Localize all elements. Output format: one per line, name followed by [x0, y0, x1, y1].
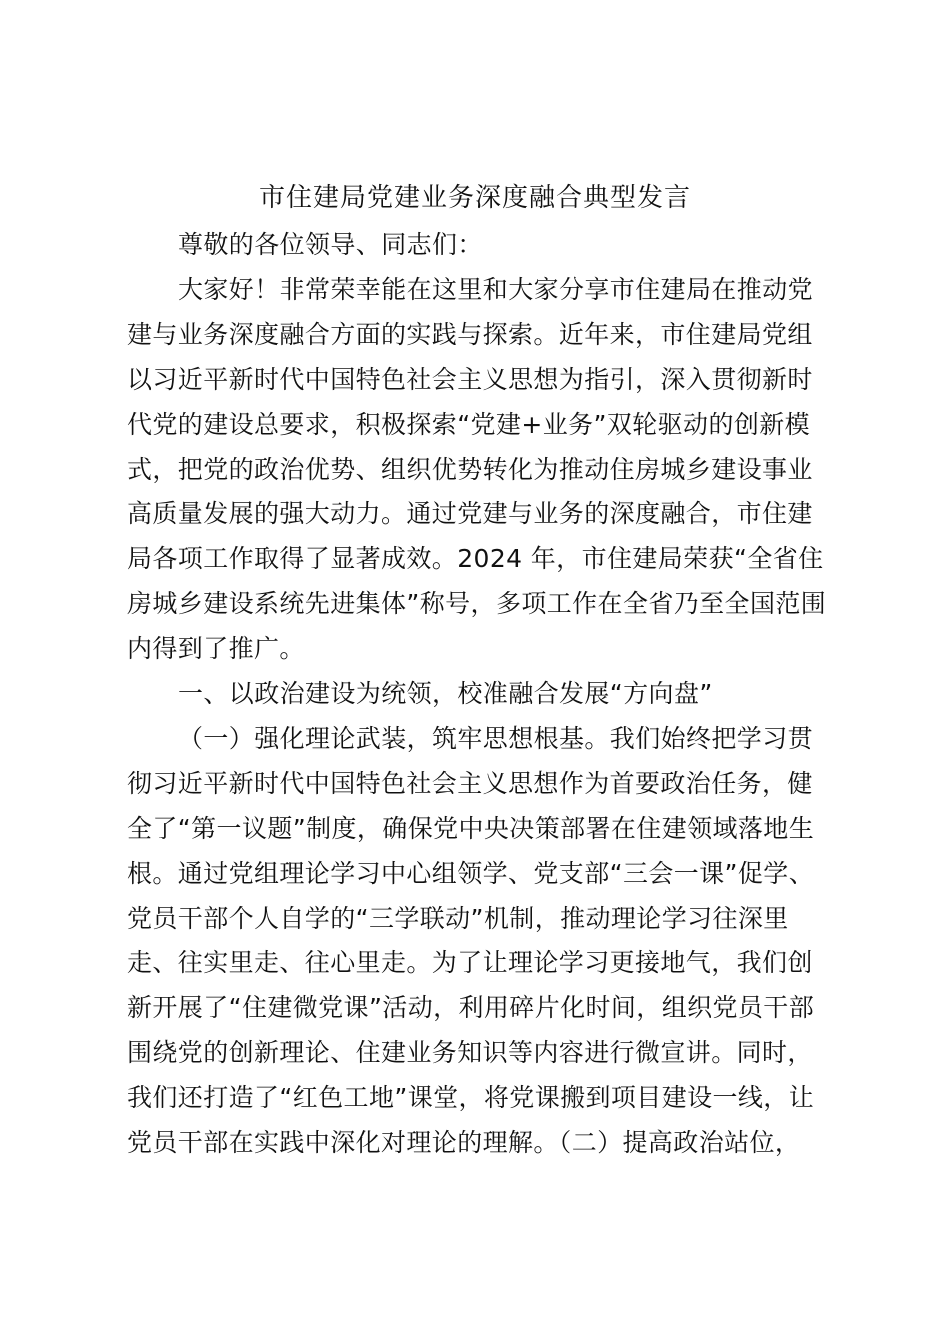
body-line: 新开展了“住建微党课”活动，利用碎片化时间，组织党员干部: [127, 993, 815, 1023]
body-line: 内得到了推广。: [127, 634, 305, 664]
body-line: 局各项工作取得了显著成效。2024 年，市住建局荣获“全省住: [127, 544, 824, 574]
body-line: 代党的建设总要求，积极探索“党建+业务”双轮驱动的创新模: [127, 409, 811, 439]
body-line: 围绕党的创新理论、住建业务知识等内容进行微宣讲。同时，: [127, 1038, 813, 1068]
body-line: 以习近平新时代中国特色社会主义思想为指引，深入贯彻新时: [127, 364, 813, 394]
body-line: （一）强化理论武装，筑牢思想根基。我们始终把学习贯: [178, 723, 814, 753]
body-line: 走、往实里走、往心里走。为了让理论学习更接地气，我们创: [127, 948, 813, 978]
body-line: 尊敬的各位领导、同志们：: [178, 230, 483, 259]
body-line: 大家好！非常荣幸能在这里和大家分享市住建局在推动党: [178, 274, 814, 304]
section-heading: 一、以政治建设为统领，校准融合发展“方向盘”: [178, 679, 713, 708]
body-line: 党员干部个人自学的“三学联动”机制，推动理论学习往深里: [127, 903, 789, 933]
body-line: 党员干部在实践中深化对理论的理解。（二）提高政治站位，: [127, 1128, 801, 1157]
body-line: 式，把党的政治优势、组织优势转化为推动住房城乡建设事业: [127, 454, 813, 484]
body-line: 全了“第一议题”制度，确保党中央决策部署在住建领域落地生: [127, 813, 815, 843]
body-line: 我们还打造了“红色工地”课堂，将党课搬到项目建设一线，让: [127, 1083, 815, 1113]
body-line: 彻习近平新时代中国特色社会主义思想作为首要政治任务，健: [127, 768, 813, 798]
body-line: 根。通过党组理论学习中心组领学、党支部“三会一课”促学、: [127, 858, 815, 888]
body-line: 房城乡建设系统先进集体”称号，多项工作在全省乃至全国范围: [127, 589, 827, 619]
body-line: 建与业务深度融合方面的实践与探索。近年来，市住建局党组: [127, 319, 813, 349]
document-title: 市住建局党建业务深度融合典型发言: [258, 183, 691, 213]
body-line: 高质量发展的强大动力。通过党建与业务的深度融合，市住建: [127, 499, 813, 529]
